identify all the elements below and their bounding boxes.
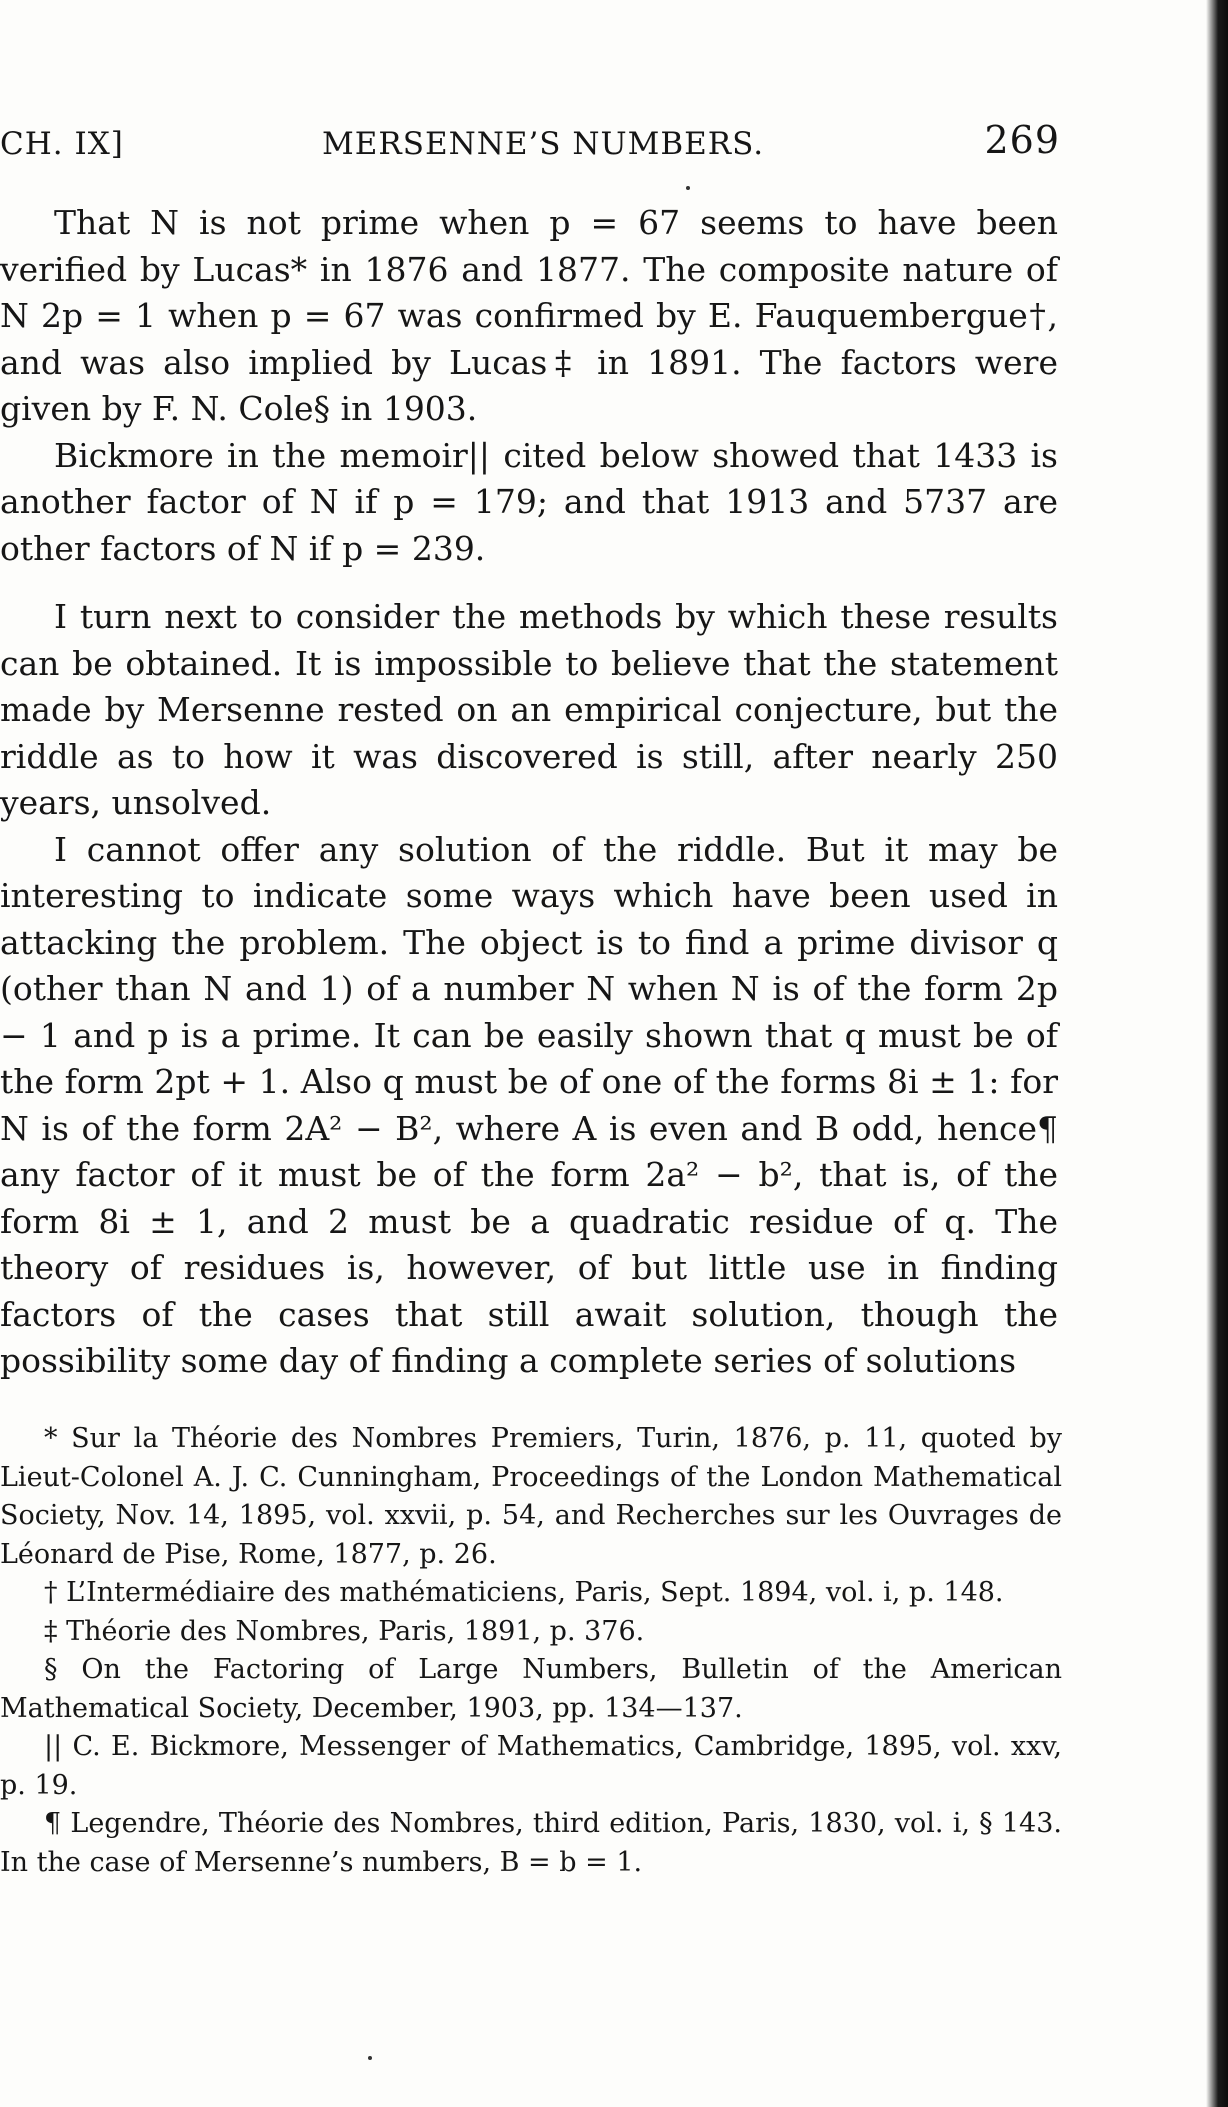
paragraph-1: That N is not prime when p = 67 seems to have been verified by Lucas* in 1876 and 1877. The composite nature of N 2p = 1 when p = 67 was confirmed by E. Fauquembergue†, and was also implied by Lucas‡ in 1891. The factors were given by F. N. Cole§ in 1903. [0,203,1058,428]
paragraph-4: I cannot offer any solution of the riddle. But it may be interesting to indicate some ways which have been used in attacking the problem. The object is to find a prime divisor q (other than N and 1) of a number N when N is of the form 2p − 1 and p is a prime. It can be easily shown that q must be of the form 2pt + 1. Also q must be of one of the forms 8i ± 1: for N is of the form 2A² − B², where A is even and B odd, hence¶ any factor of it must be of the form 2a² − b², that is, of the form 8i ± 1, and 2 must be a quadratic residue of q. The theory of residues is, however, of but little use in finding factors of the cases that still await solution, though the possibility some day of finding a complete series of solutions [0,829,1058,1380]
footnote-double-dagger: ‡ Théorie des Nombres, Paris, 1891, p. 376. [44,1615,645,1647]
footnote-dagger: † L’Intermédiaire des mathématiciens, Paris, Sept. 1894, vol. i, p. 148. [44,1577,1004,1608]
print-speck [686,186,690,190]
paragraph-3: I turn next to consider the methods by which these results can be obtained. It is impossible to believe that the statement made by Mersenne rested on an empirical conjecture, but the riddle as to how it was discovered is still, after nearly 250 years, unsolved. [0,597,1058,822]
chapter-label: CH. IX] [0,126,124,162]
footnote-section: § On the Factoring of Large Numbers, Bulletin of the American Mathematical Society, December, 1903, pp. 134—137. [0,1654,1062,1724]
page-number: 269 [984,118,1060,162]
print-speck [368,2056,372,2060]
footnote-star: * Sur la Théorie des Nombres Premiers, Turin, 1876, p. 11, quoted by Lieut-Colonel A. J. C. Cunningham, Proceedings of the London Mathematical Society, Nov. 14, 1895, vol. xxvii, p. 54, and Recherches sur les Ouvrages de Léonard de Pise, Rome, 1877, p. 26. [0,1423,1062,1570]
body-text [0,200,1058,1385]
footnote-parallel: || C. E. Bickmore, Messenger of Mathematics, Cambridge, 1895, vol. xxv, p. 19. [0,1731,1062,1801]
footnotes [0,1420,1062,1882]
paragraph-2: Bickmore in the memoir|| cited below showed that 1433 is another factor of N if p = 179; and that 1913 and 5737 are other factors of N if p = 239. [0,435,1058,568]
page-binding-edge [1206,0,1228,2107]
running-title: MERSENNE’S NUMBERS. [322,126,765,162]
running-head [0,118,1060,168]
footnote-pilcrow: ¶ Legendre, Théorie des Nombres, third edition, Paris, 1830, vol. i, § 143. In the case of Mersenne’s numbers, B = b = 1. [0,1808,1062,1878]
